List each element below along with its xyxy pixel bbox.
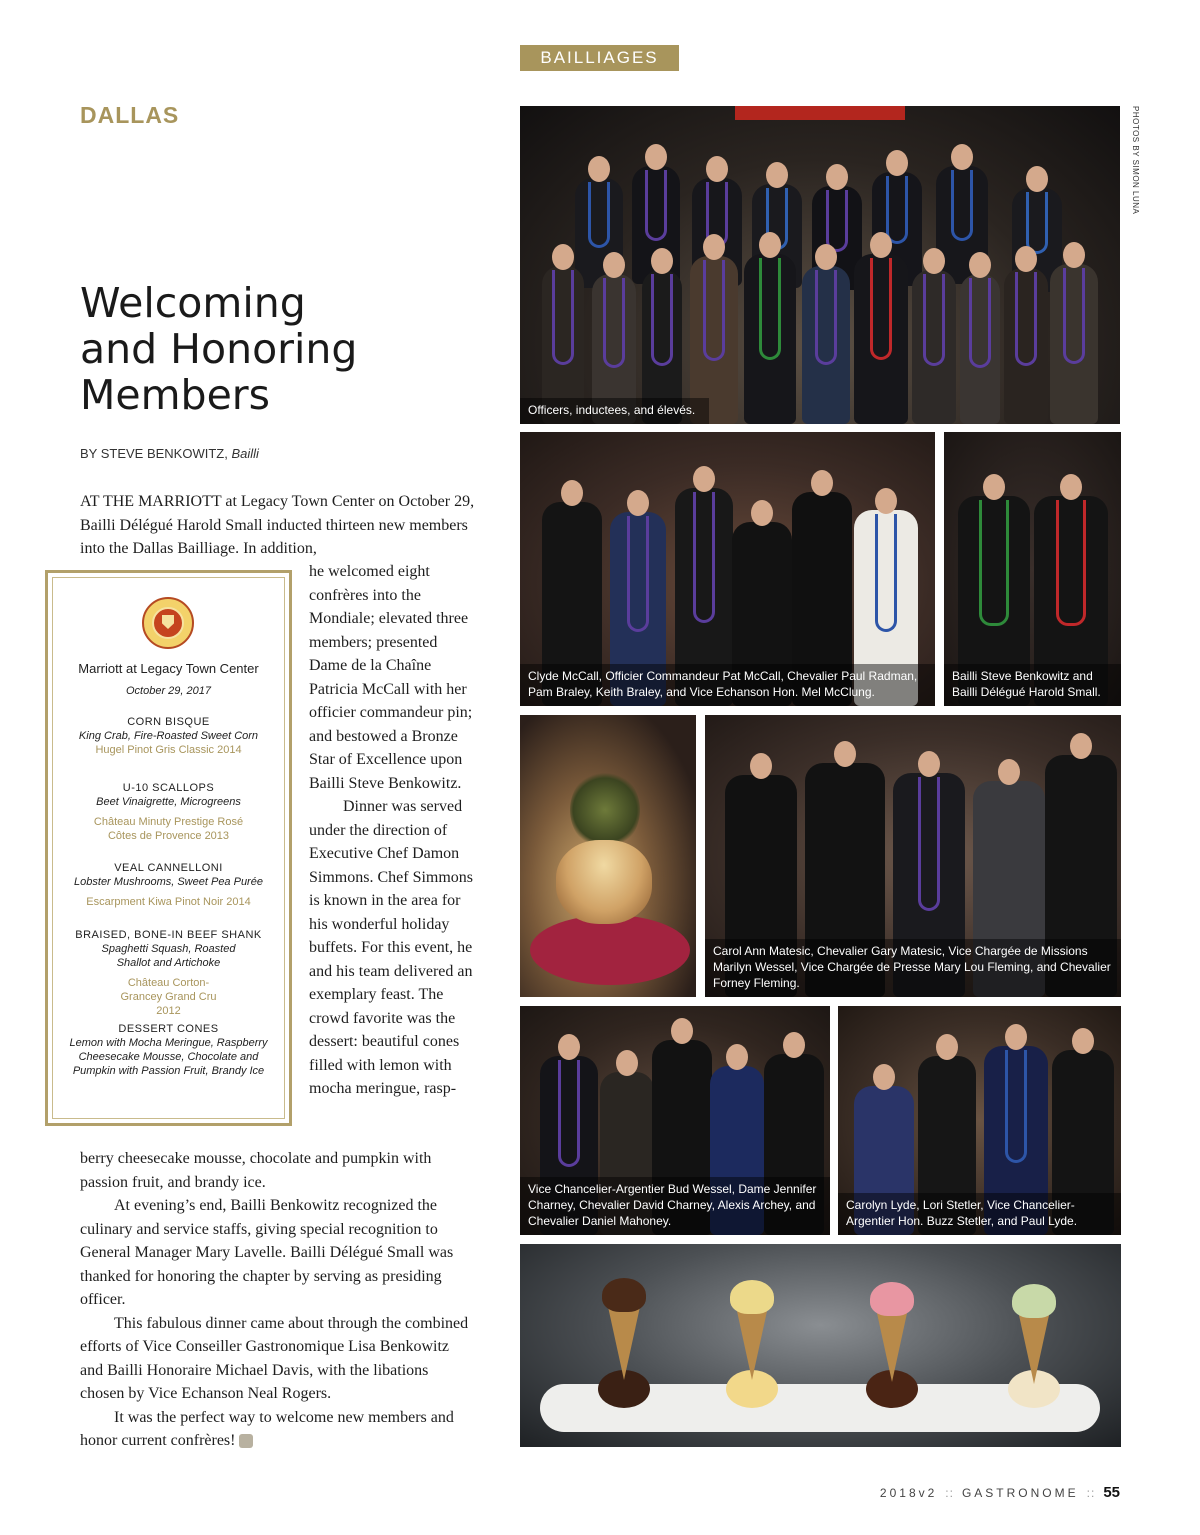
folio-separator: :: [945,1486,954,1500]
article-p1-b: he welcomed eight confrères into the Mondiale; elevated three members; presented Dame de la Chaîne Patricia McCall with her officier commandeur pin; and bestowed a Bronze Star of Excellence upon Bailli Steve Benkowitz. [309,563,473,792]
article-p5: It was the perfect way to welcome new members and honor current confrères! [80,1408,454,1449]
course-name: CORN BISQUE [127,716,210,728]
byline [80,446,259,461]
folio-separator: :: [1086,1486,1096,1500]
menu-course [58,928,279,1018]
article-p1-a: at Legacy Town Center on October 29, Bailli Délégué Harold Small inducted thirteen new members into the Dallas Bailliage. In addition, [80,493,475,557]
bailli-pair-photo [944,432,1121,706]
group-photo [520,106,1120,424]
mccall-group-photo [520,432,935,706]
microgreens [570,770,640,850]
course-description: Spaghetti Squash, Roasted Shallot and Artichoke [101,943,236,969]
person [802,266,850,424]
article-intro [80,490,475,561]
headline-line-1: Welcoming [80,279,306,327]
article-continued [80,1147,475,1453]
photo-caption: Carolyn Lyde, Lori Stetler, Vice Chancelier-Argentier Hon. Buzz Stetler, and Paul Lyde. [838,1193,1121,1235]
course-name: BRAISED, BONE-IN BEEF SHANK [75,929,262,941]
menu-course [58,1022,279,1078]
article-column [309,560,477,1101]
course-name: VEAL CANNELLONI [114,862,223,874]
photo-caption: Carol Ann Matesic, Chevalier Gary Matesic, Vice Chargée de Missions Marilyn Wessel, Vice Chargée de Presse Mary Lou Fleming, and Chevalier Forney Fleming. [705,939,1121,997]
menu-course [58,781,279,843]
page-number: 55 [1103,1484,1120,1501]
article-p3: At evening’s end, Bailli Benkowitz recognized the culinary and service staffs, giving special recognition to General Manager Mary Lavelle. Bailli Délégué Small was thanked for honoring the chapter by serving as presiding officer. [80,1197,454,1308]
city-heading: DALLAS [80,102,180,128]
photo-caption: Vice Chancelier-Argentier Bud Wessel, Dame Jennifer Charney, Chevalier David Charney, Alexis Archey, and Chevalier Daniel Mahoney. [520,1177,830,1235]
byline-title: Bailli [231,446,259,461]
folio-magazine: GASTRONOME [961,1486,1079,1500]
dessert-scoop [602,1278,646,1312]
photo-caption: Clyde McCall, Officier Commandeur Pat McCall, Chevalier Paul Radman, Pam Braley, Keith Braley, and Vice Echanson Hon. Mel McClung. [520,664,935,706]
headline [80,280,500,418]
course-name: DESSERT CONES [118,1023,219,1035]
folio-issue: 2018v2 [879,1486,938,1500]
person [1050,264,1098,424]
lyde-stetler-group-photo [838,1006,1121,1235]
person [960,274,1000,424]
headline-line-2: and Honoring [80,325,358,373]
person [744,254,796,424]
article-p2: Dinner was served under the direction of Executive Chef Damon Simmons. Chef Simmons is known in the area for his wonderful holiday buffets. For this event, he and his team delivered an exemplary feast. The crowd favorite was the dessert: beautiful cones filled with lemon with mocha meringue, rasp- [309,798,474,1097]
course-wine: Château Minuty Prestige Rosé Côtes de Provence 2013 [93,816,244,842]
page-folio [880,1484,1120,1501]
menu-box [45,570,292,1126]
chaine-crest-icon [142,597,194,649]
course-wine: Escarpment Kiwa Pinot Noir 2014 [86,896,251,908]
dessert-cones-photo [520,1244,1121,1447]
photo-caption: Bailli Steve Benkowitz and Bailli Délégué Harold Small. [944,664,1121,706]
course-description: King Crab, Fire-Roasted Sweet Corn [78,730,259,742]
bailliage-banner [735,106,905,120]
section-tag: BAILLIAGES [520,45,679,71]
dessert-scoop [1012,1284,1056,1318]
menu-date: October 29, 2017 [125,685,211,697]
wessel-charney-group-photo [520,1006,830,1235]
photo-caption: Officers, inductees, and élevés. [520,398,709,424]
byline-author: BY STEVE BENKOWITZ, [80,446,228,461]
article-lead-in: AT THE MARRIOTT [80,493,222,510]
beet-sauce [530,915,690,985]
article-p2-cont: berry cheesecake mousse, chocolate and pumpkin with passion fruit, and brandy ice. [80,1150,432,1191]
cone [607,1302,641,1380]
menu-course [58,715,279,757]
article-p4: This fabulous dinner came about through the combined efforts of Vice Conseiller Gastronomique Lisa Benkowitz and Bailli Honoraire Michael Davis, with the libations chosen by Vice Echanson Neal Rogers. [80,1314,469,1402]
end-mark-icon: G [239,1434,253,1448]
course-wine: Hugel Pinot Gris Classic 2014 [95,744,242,756]
course-description: Beet Vinaigrette, Microgreens [96,796,241,808]
scallop [556,840,652,924]
course-name: U-10 SCALLOPS [122,782,215,794]
person [1004,268,1048,424]
headline-line-3: Members [80,371,271,419]
photo-credit: PHOTOS BY SIMON LUNA [1131,106,1140,215]
dessert-scoop [870,1282,914,1316]
matesic-group-photo [705,715,1121,997]
dessert-scoop [730,1280,774,1314]
person [912,270,956,424]
course-wine: Château Corton-Grancey Grand Cru 2012 [120,977,217,1017]
scallop-dish-photo [520,715,696,997]
menu-course [58,861,279,909]
course-description: Lemon with Mocha Meringue, Raspberry Cheesecake Mousse, Chocolate and Pumpkin with Passion Fruit, Brandy Ice [69,1037,268,1077]
person [854,254,908,424]
course-description: Lobster Mushrooms, Sweet Pea Purée [74,876,263,888]
menu-venue: Marriott at Legacy Town Center [78,661,259,676]
